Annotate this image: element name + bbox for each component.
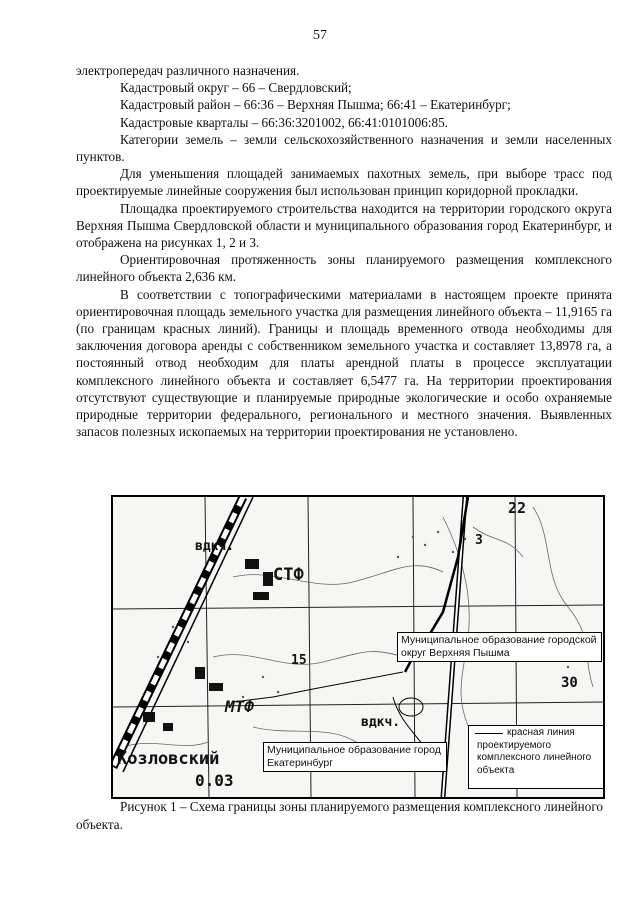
label-ekaterinburg: Муниципальное образование город Екатеринбург — [263, 742, 447, 772]
paragraph: В соответствии с топографическими материалами в настоящем проекте принята ориентировочная площадь земельного участка для размещения линейного объекта – 11,9165 га (по границам красных линий). Границы и площадь временного отвода необходимы для заключения договора аренды с собственником земельного участка и составляет 13,8978 га, а постоянный отвод необходим для платы арендной платы в процессе эксплуатации комплексного линейного объекта и составляет 6,5477 га. На территории проектирования отсутствуют существующие и планируемые природные экологические и особо охраняемые природные территории федерального, регионального и местного значения. Выявленных запасов полезных ископаемых на территории проектирования не установлено. — [76, 286, 612, 440]
figure-caption — [76, 798, 612, 833]
body-text — [76, 62, 612, 440]
paragraph: Площадка проектируемого строительства находится на территории городского округа Верхняя Пышма Свердловской области и муниципального образования город Екатеринбург, и отображена на рисунках 1, 2 и 3. — [76, 200, 612, 251]
map-label: 22 — [508, 499, 527, 517]
caption-text: Рисунок 1 – Схема границы зоны планируемого размещения комплексного линейного объекта. — [76, 799, 604, 832]
paragraph: Категории земель – земли сельскохозяйственного назначения и земли населенных пунктов. — [76, 131, 612, 165]
paragraph: Кадастровый район – 66:36 – Верхняя Пышма; 66:41 – Екатеринбург; — [120, 97, 511, 113]
map-label: вдкч. — [361, 715, 401, 730]
map-label: 30 — [561, 675, 578, 691]
paragraph: электропередач различного назначения. — [76, 63, 300, 78]
map-label: Козловский — [117, 749, 220, 769]
paragraph: Кадастровые кварталы – 66:36:3201002, 66:41:0101006:85. — [120, 114, 448, 130]
map-label: 3 — [475, 533, 483, 548]
label-verkhnyaya-pyshma: Муниципальное образование городской округ Верхняя Пышма — [397, 632, 602, 662]
legend-text: красная линия проектируемого комплексного линейного объекта — [477, 727, 592, 776]
map-label: 0.03 — [195, 771, 234, 790]
map-label: МТФ — [225, 697, 254, 716]
map-legend — [468, 725, 605, 789]
paragraph: Для уменьшения площадей занимаемых пахотных земель, при выборе трасс под проектируемые линейные сооружения был использован принцип коридорной прокладки. — [76, 166, 612, 199]
figure-map — [111, 495, 605, 799]
paragraph: Ориентировочная протяженность зоны планируемого размещения комплексного линейного объекта 2,636 км. — [76, 252, 612, 285]
map-label: СТФ — [273, 565, 304, 585]
map-label: вдкч. — [195, 539, 235, 554]
page-number: 57 — [313, 28, 327, 43]
map-label: 15 — [291, 653, 307, 668]
paragraph: Кадастровый округ – 66 – Свердловский; — [120, 80, 352, 96]
